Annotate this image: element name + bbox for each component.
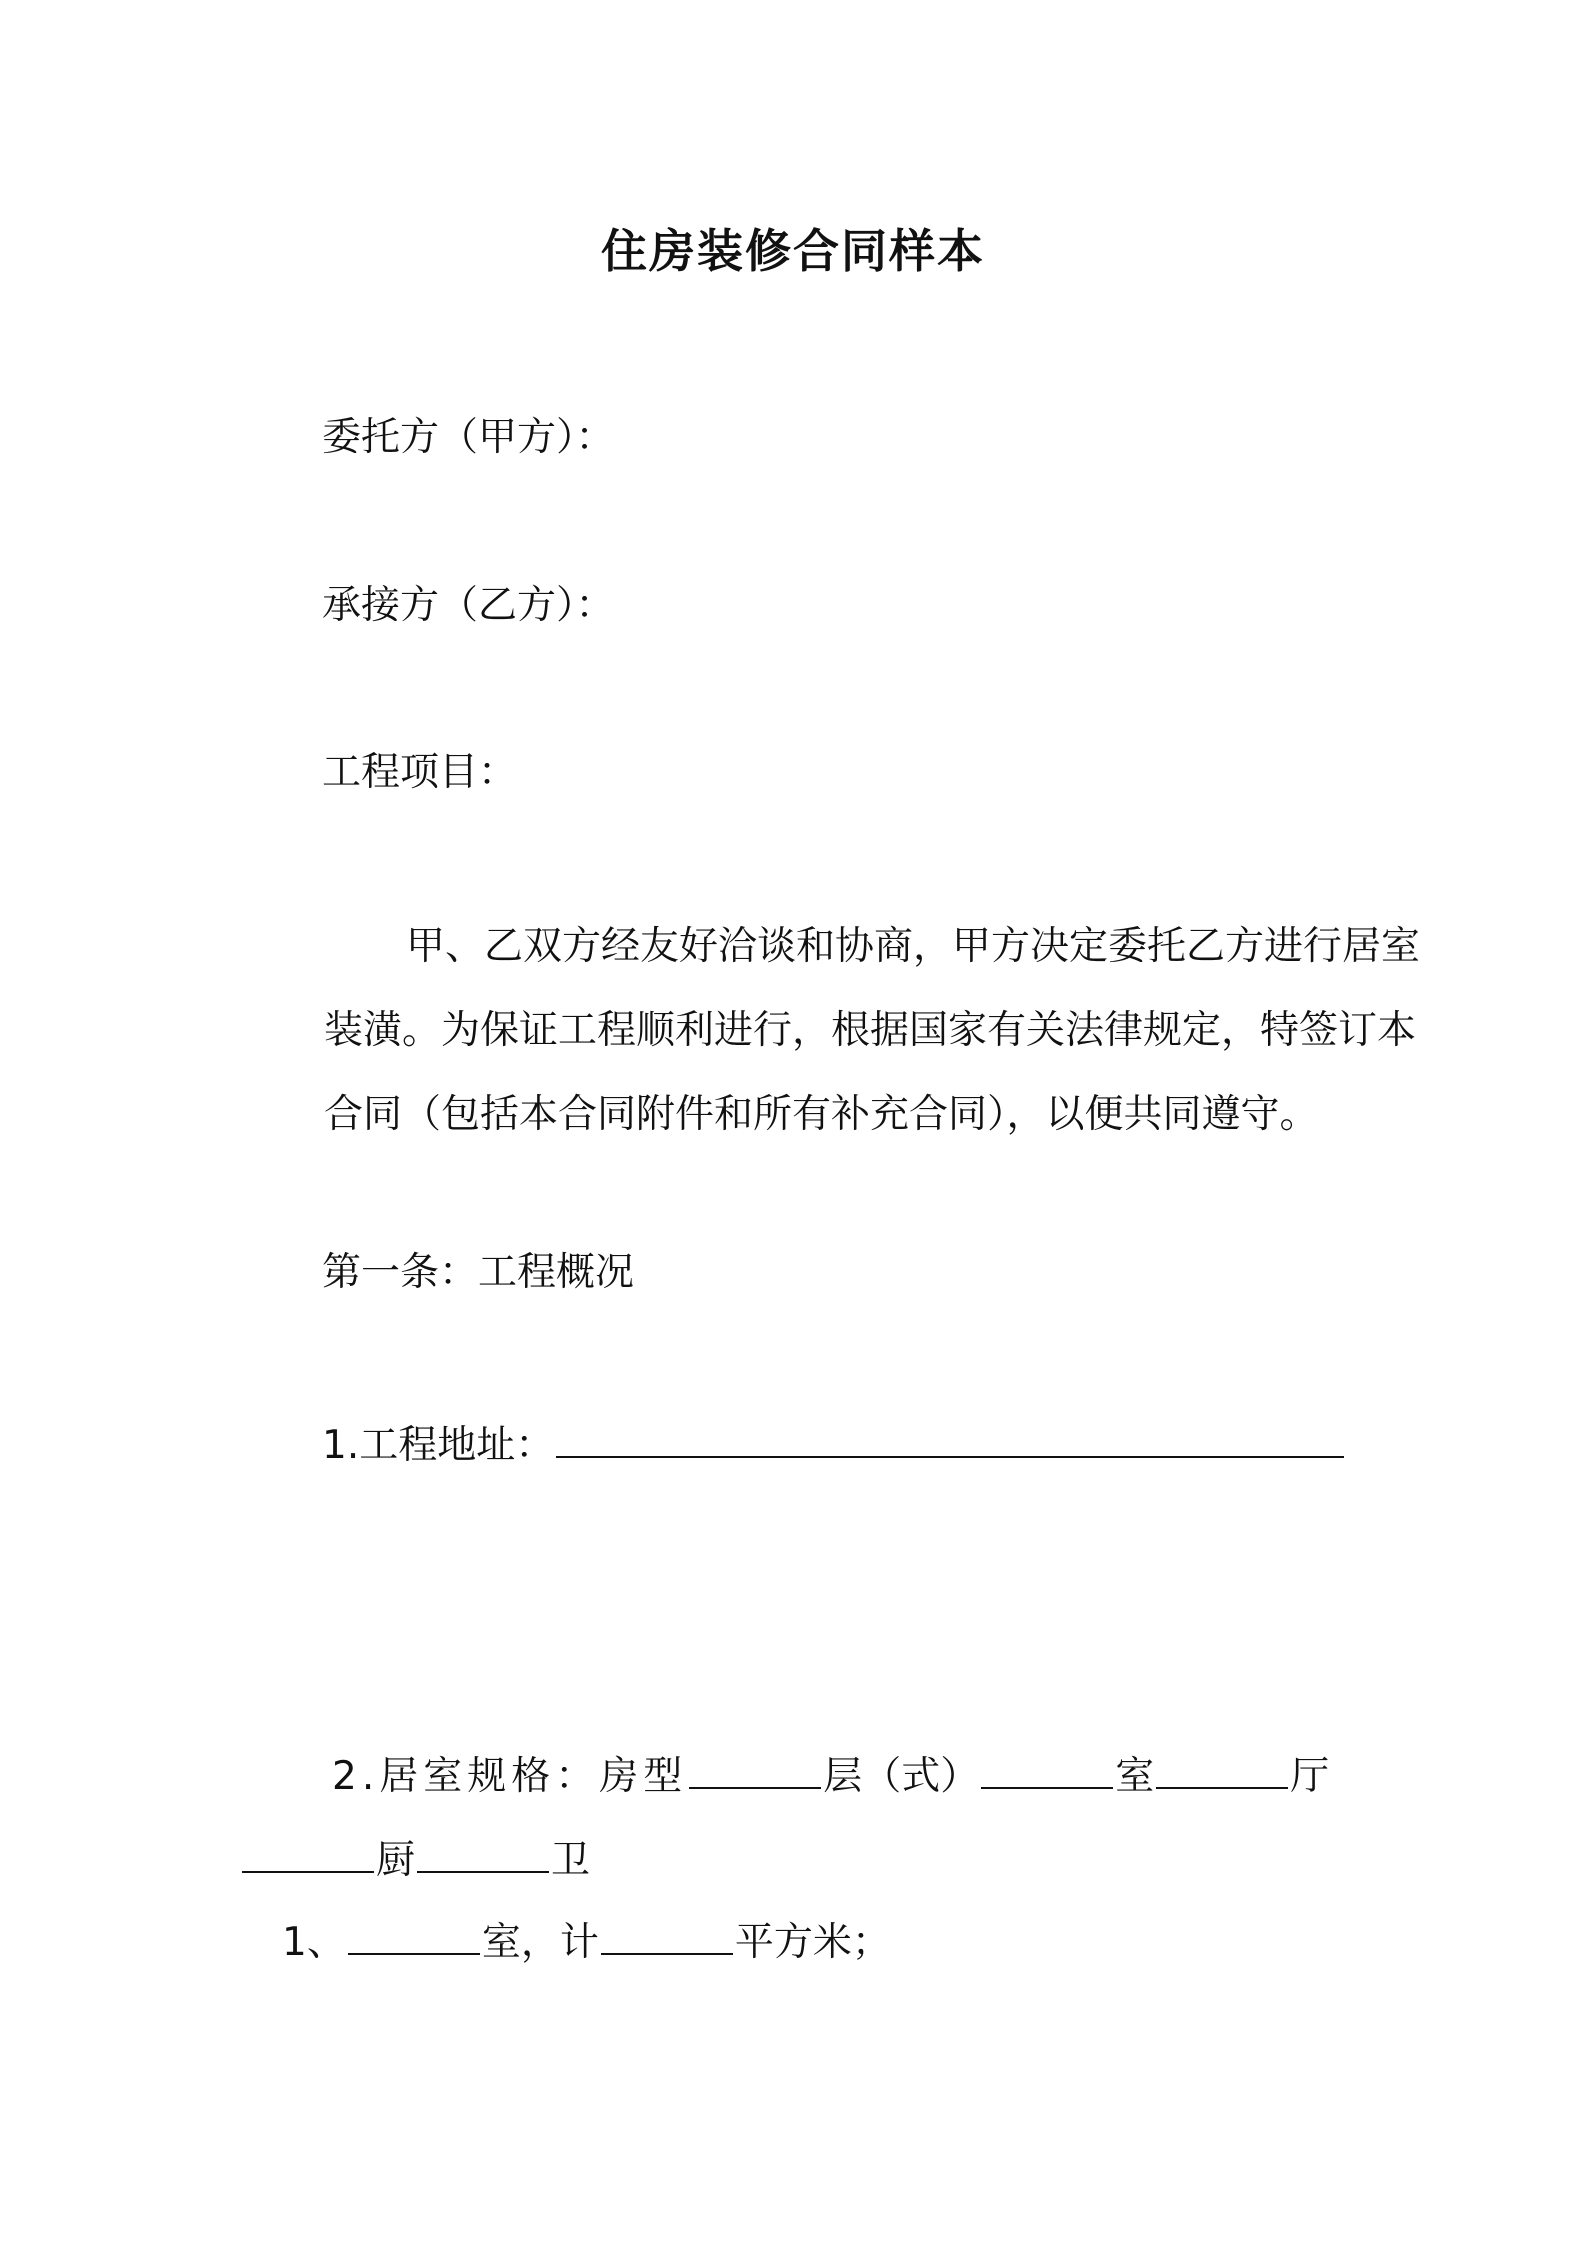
spec-floor: 层（式） xyxy=(823,1754,980,1799)
project-label: 工程项目： xyxy=(322,750,518,795)
spec-blank-hall xyxy=(1156,1786,1288,1789)
spec-blank-kitchen xyxy=(242,1870,374,1873)
item-1-blank-area xyxy=(601,1952,733,1955)
intro-paragraph xyxy=(242,905,1421,1157)
article-1-heading: 第一条：工程概况 xyxy=(322,1250,635,1295)
item-1-prefix: 1、 xyxy=(282,1920,346,1965)
item-1-blank-room xyxy=(348,1952,480,1955)
intro-line-2: 装潢。为保证工程顺利进行，根据国家有关法律规定，特签订本 xyxy=(324,1008,1417,1053)
spec-room: 室 xyxy=(1115,1754,1155,1799)
party-b-label: 承接方（乙方）： xyxy=(322,583,615,628)
spec-label: 2.居室规格：房型 xyxy=(332,1754,688,1799)
spec-blank-bath xyxy=(417,1870,549,1873)
spec-blank-floor xyxy=(689,1786,821,1789)
intro-line-1: 甲、乙双方经友好洽谈和协商，甲方决定委托乙方进行居室 xyxy=(406,924,1421,969)
spec-bath: 卫 xyxy=(551,1838,591,1883)
spec-kitchen: 厨 xyxy=(376,1838,416,1883)
spec-hall: 厅 xyxy=(1290,1754,1330,1799)
address-row xyxy=(322,1423,1346,1468)
item-1-unit: 平方米； xyxy=(734,1920,891,1965)
document-title: 住房装修合同样本 xyxy=(601,224,985,278)
spec-row xyxy=(332,1754,1330,1799)
spec-row-2 xyxy=(242,1838,591,1883)
address-blank xyxy=(556,1455,1344,1458)
address-label: 1.工程地址： xyxy=(322,1423,555,1468)
party-a-label: 委托方（甲方）： xyxy=(322,415,615,460)
item-1-row xyxy=(282,1920,891,1965)
intro-line-3: 合同（包括本合同附件和所有补充合同），以便共同遵守。 xyxy=(324,1092,1319,1137)
spec-blank-room xyxy=(981,1786,1113,1789)
item-1-room: 室，计 xyxy=(481,1920,599,1965)
